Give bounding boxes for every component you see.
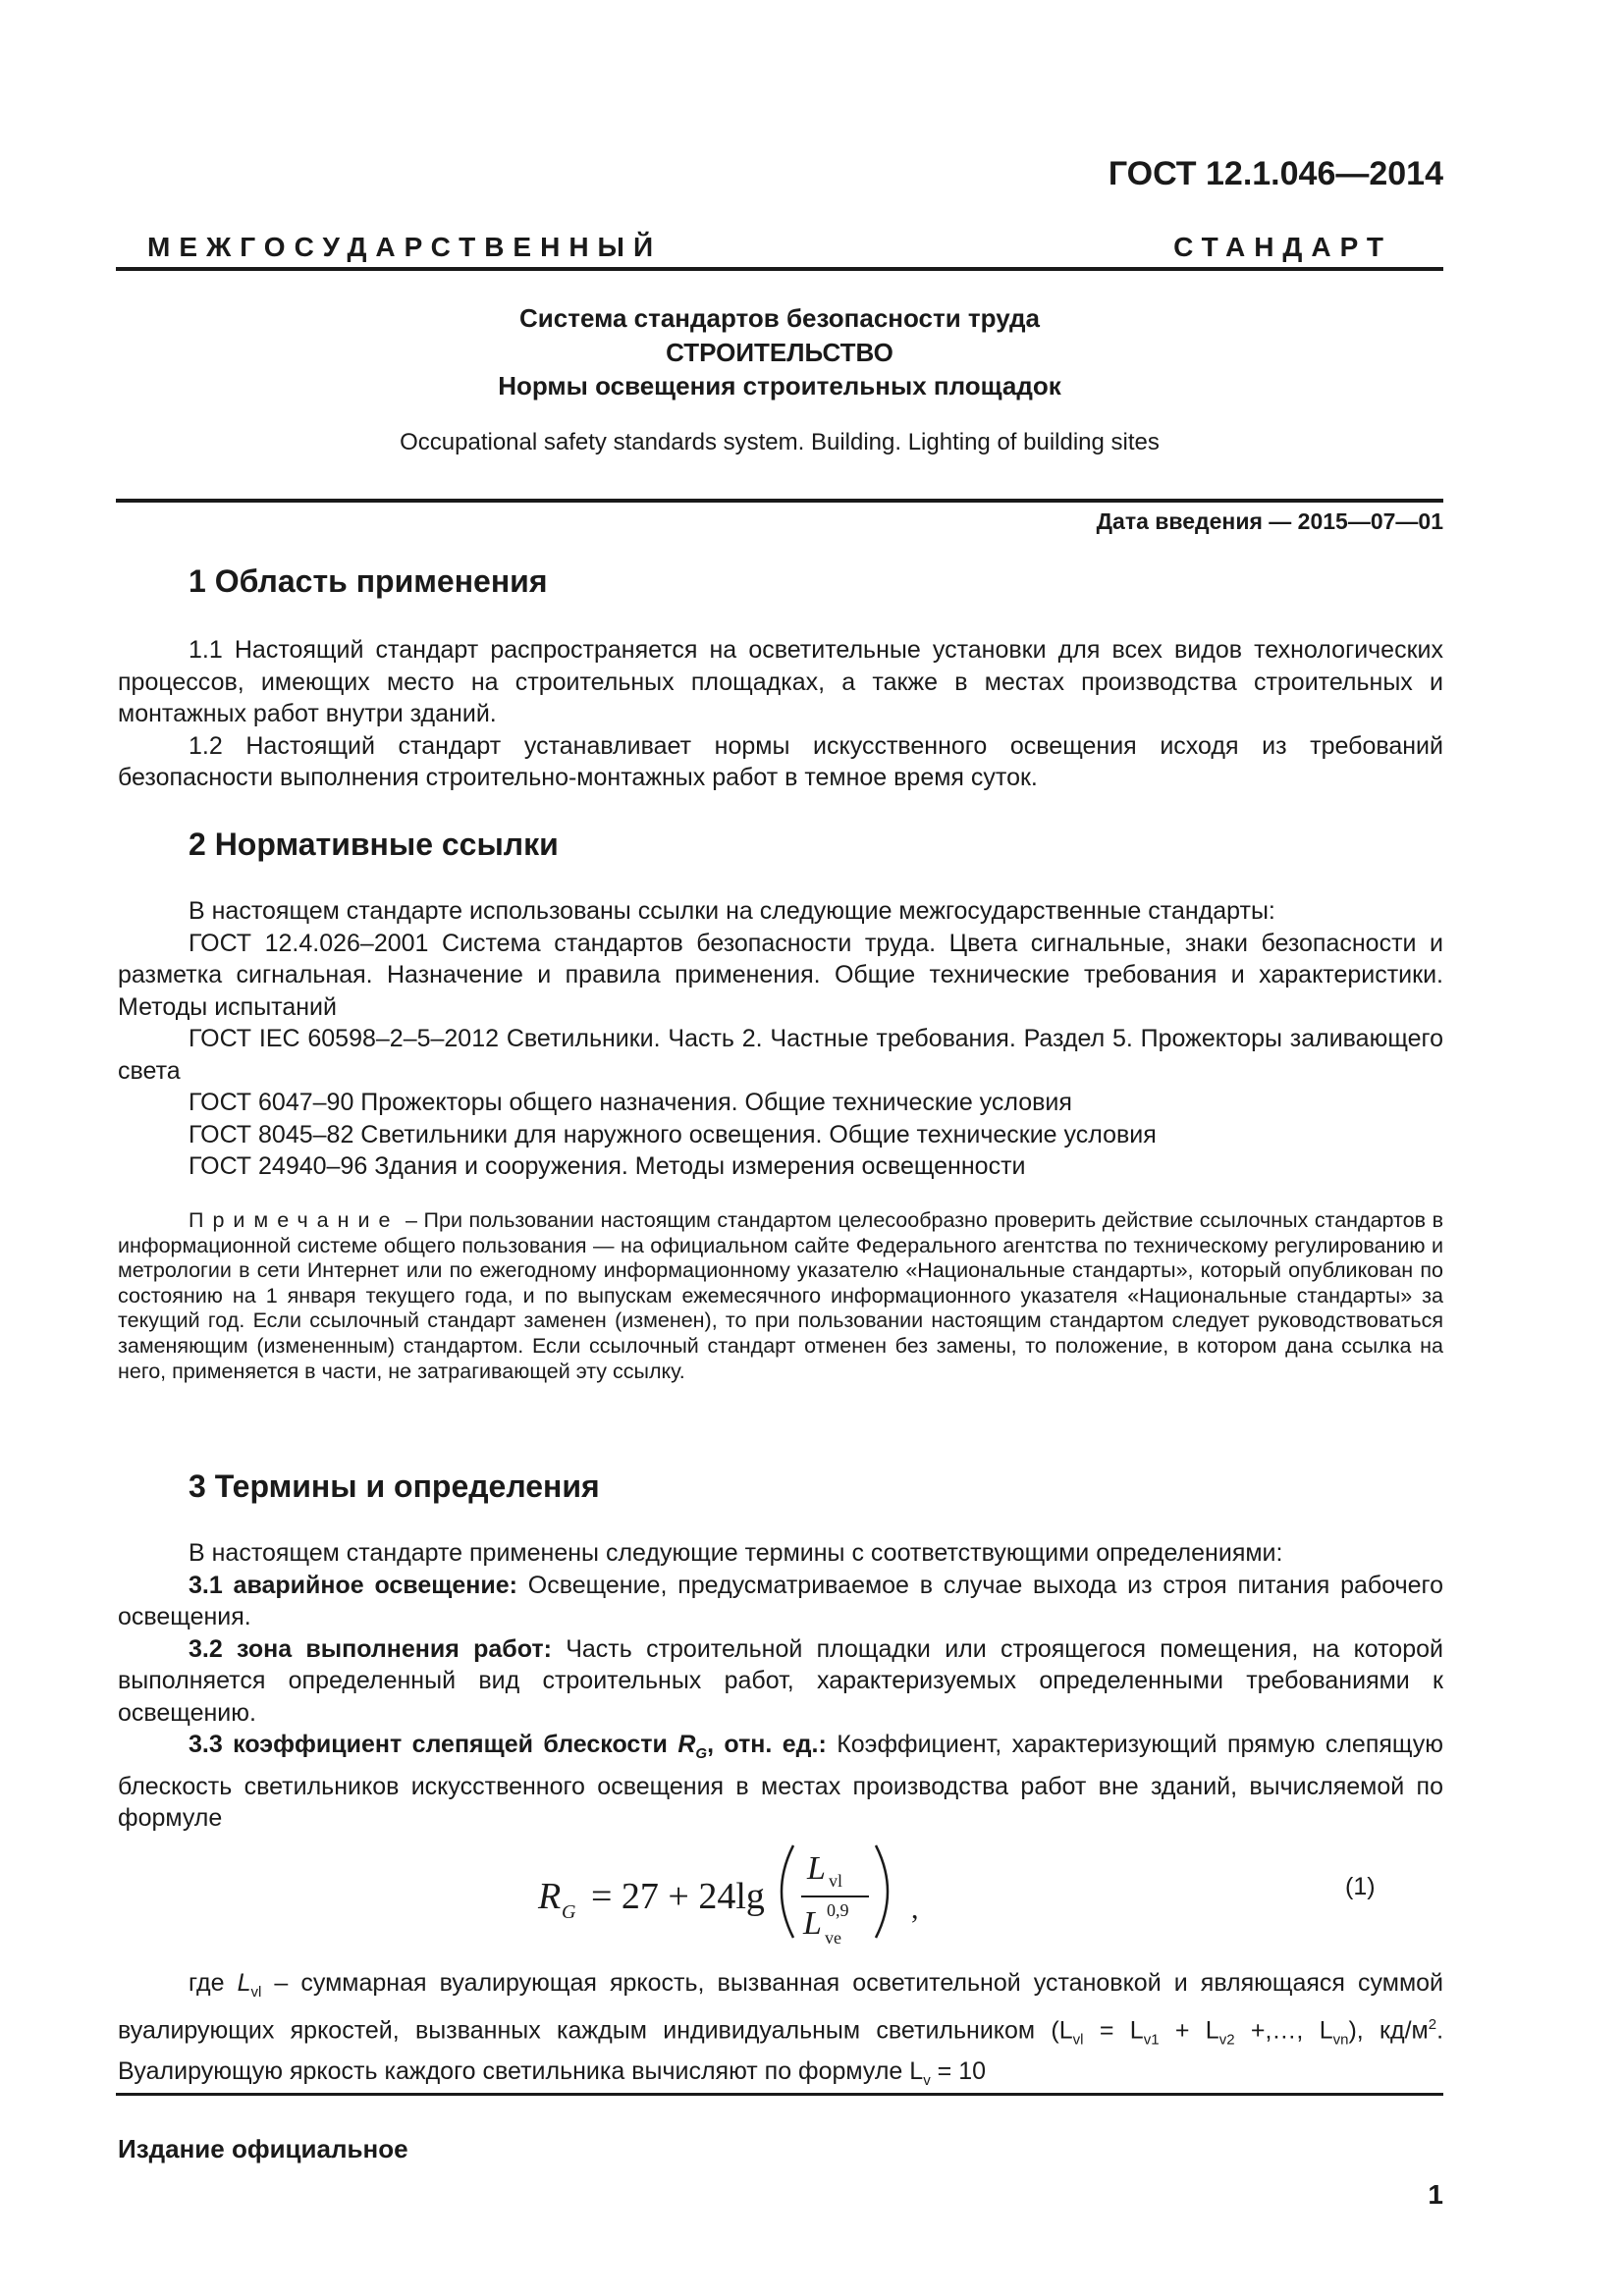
sub-v1: v1 — [1143, 2030, 1160, 2048]
title-english: Occupational safety standards system. Building. Lighting of building sites — [400, 429, 1160, 455]
formula-denominator-sub: ve — [825, 1928, 841, 1948]
reference-item: ГОСТ 8045–82 Светильники для наружного освещения. Общие технические условия — [189, 1120, 1157, 1148]
header-rule — [116, 267, 1443, 271]
caption-word-1: МЕЖГОСУДАРСТВЕННЫЙ — [147, 232, 663, 262]
section-3-body — [118, 1537, 1443, 1835]
formula-explanation — [118, 1967, 1443, 2098]
intro-date: Дата введения — 2015—07—01 — [1096, 508, 1443, 534]
term-3-2-definition: Часть строительной площадки или строящегося помещения, на которой выполняется определенный вид строительных работ, характеризуемых определенными требованиями к освещению. — [118, 1634, 1443, 1727]
formula-equation: = 27 + 24lg — [591, 1876, 765, 1917]
formula-denominator-sup: 0,9 — [827, 1900, 849, 1920]
term-3-3-symbol: R — [677, 1731, 696, 1758]
where-text-2: = L — [1083, 2015, 1144, 2044]
formula-denominator: L — [803, 1905, 822, 1942]
where-text-6: . Вуалирующую яркость каждого светильника вычисляют по формуле L — [118, 2015, 1444, 2086]
formula-comma: , — [911, 1893, 919, 1925]
sub-vn: vn — [1332, 2030, 1349, 2048]
caption-word-2: СТАНДАРТ — [1173, 232, 1392, 262]
title-line-3: Нормы освещения строительных площадок — [498, 371, 1061, 400]
title-line-2: СТРОИТЕЛЬСТВО — [666, 338, 893, 367]
sup-2: 2 — [1428, 2015, 1437, 2033]
section-2-heading: 2 Нормативные ссылки — [189, 827, 559, 862]
reference-item: ГОСТ IEC 60598–2–5–2012 Светильники. Часть 2. Частные требования. Раздел 5. Прожекторы заливающего света — [118, 1025, 1443, 1085]
reference-item: ГОСТ 12.4.026–2001 Система стандартов безопасности труда. Цвета сигнальные, знаки безопасности и разметка сигнальная. Назначение и правила применения. Общие технические требования и характеристики. Методы испытаний — [118, 929, 1443, 1021]
gost-code: ГОСТ 12.1.046—2014 — [1108, 155, 1443, 192]
title-rule — [116, 499, 1443, 503]
where-text-1: – суммарная вуалирующая яркость, вызванная осветительной установкой и являющаяся суммой вуалирующих яркостей, вызванных каждым индивидуальным светильником (L — [118, 1969, 1443, 2044]
term-3-3-name-unit: , отн. ед.: — [707, 1731, 827, 1758]
formula-numerator: L — [807, 1850, 826, 1887]
where-text-3: + L — [1159, 2015, 1219, 2044]
where-text-5: ), кд/м — [1348, 2015, 1429, 2044]
term-3-3 — [118, 1729, 1443, 1835]
note-paragraph — [118, 1208, 1443, 1384]
term-3-1-name: 3.1 аварийное освещение: — [189, 1571, 517, 1599]
sub-v2: v2 — [1218, 2030, 1235, 2048]
section-2-body — [118, 895, 1443, 1183]
note-block — [118, 1208, 1443, 1384]
where-lead: где — [189, 1969, 238, 1997]
where-text-4: +,…, L — [1234, 2015, 1333, 2044]
where-text-7: = 10 — [930, 2057, 987, 2086]
formula-number: (1) — [1345, 1873, 1376, 1900]
section-1-heading: 1 Область применения — [189, 563, 548, 599]
note-label: Примечание — [189, 1208, 400, 1232]
term-3-3-symbol-sub: G — [695, 1745, 708, 1762]
paragraph-1-1: 1.1 Настоящий стандарт распространяется на осветительные установки для всех видов технологических процессов, имеющих место на строительных площадках, а также в местах производства строительных и монтажных работ внутри зданий. — [118, 636, 1443, 727]
section-3-heading: 3 Термины и определения — [189, 1468, 600, 1504]
formula-lhs-sub: G — [562, 1901, 576, 1923]
where-symbol-sub: vl — [250, 1984, 262, 2001]
where-symbol: L — [237, 1969, 251, 1997]
references-intro: В настоящем стандарте использованы ссылки на следующие межгосударственные стандарты: — [189, 897, 1275, 925]
sub-v: v — [923, 2072, 931, 2090]
formula-lhs: R — [538, 1876, 562, 1917]
reference-item: ГОСТ 6047–90 Прожекторы общего назначения. Общие технические условия — [189, 1089, 1072, 1116]
term-3-2 — [118, 1633, 1443, 1730]
edition-label: Издание официальное — [118, 2134, 408, 2163]
term-3-1 — [118, 1570, 1443, 1633]
formula-numerator-sub: vl — [829, 1871, 843, 1891]
where-paragraph — [118, 1967, 1443, 2098]
interstate-standard-caption — [147, 232, 1392, 263]
term-3-3-definition: Коэффициент, характеризующий прямую слепящую блескость светильников искусственного освещения в местах производства работ вне зданий, вычисляемой по формуле — [118, 1731, 1443, 1832]
formula-left-paren — [782, 1845, 793, 1938]
term-3-3-name-text: 3.3 коэффициент слепящей блескости — [189, 1731, 678, 1758]
paragraph-1-2: 1.2 Настоящий стандарт устанавливает нормы искусственного освещения исходя из требований безопасности выполнения строительно-монтажных работ в темное время суток. — [118, 731, 1443, 791]
term-3-3-name — [189, 1731, 827, 1762]
title-line-1: Система стандартов безопасности труда — [519, 303, 1040, 333]
reference-item: ГОСТ 24940–96 Здания и сооружения. Методы измерения освещенности — [189, 1152, 1026, 1180]
term-3-1-definition: Освещение, предусматриваемое в случае выхода из строя питания рабочего освещения. — [118, 1571, 1443, 1630]
terms-intro: В настоящем стандарте применены следующие термины с соответствующими определениями: — [189, 1539, 1283, 1567]
section-1-body — [118, 634, 1443, 794]
formula-right-paren — [876, 1845, 888, 1938]
term-3-2-name: 3.2 зона выполнения работ: — [189, 1634, 552, 1663]
formula-1 — [530, 1828, 943, 1955]
page-number: 1 — [1428, 2179, 1443, 2210]
note-text: – При пользовании настоящим стандартом целесообразно проверить действие ссылочных стандартов в информационной системе общего пользования — на официальном сайте Федерального агентства по техническому регулированию и метрологии в сети Интернет или по ежегодному информационному указателю «Национальные стандарты», который опубликован по состоянию на 1 января текущего года, и по выпускам ежемесячного информационного указателя «Национальные стандарты» за текущий год. Если ссылочный стандарт заменен (изменен), то при пользовании настоящим стандартом следует руководствоваться заменяющим (измененным) стандартом. Если ссылочный стандарт отменен без замены, то положение, в котором дана ссылка на него, применяется в части, не затрагивающей эту ссылку. — [118, 1208, 1443, 1383]
sub-vl: vl — [1072, 2030, 1084, 2048]
footer-rule — [116, 2093, 1443, 2096]
